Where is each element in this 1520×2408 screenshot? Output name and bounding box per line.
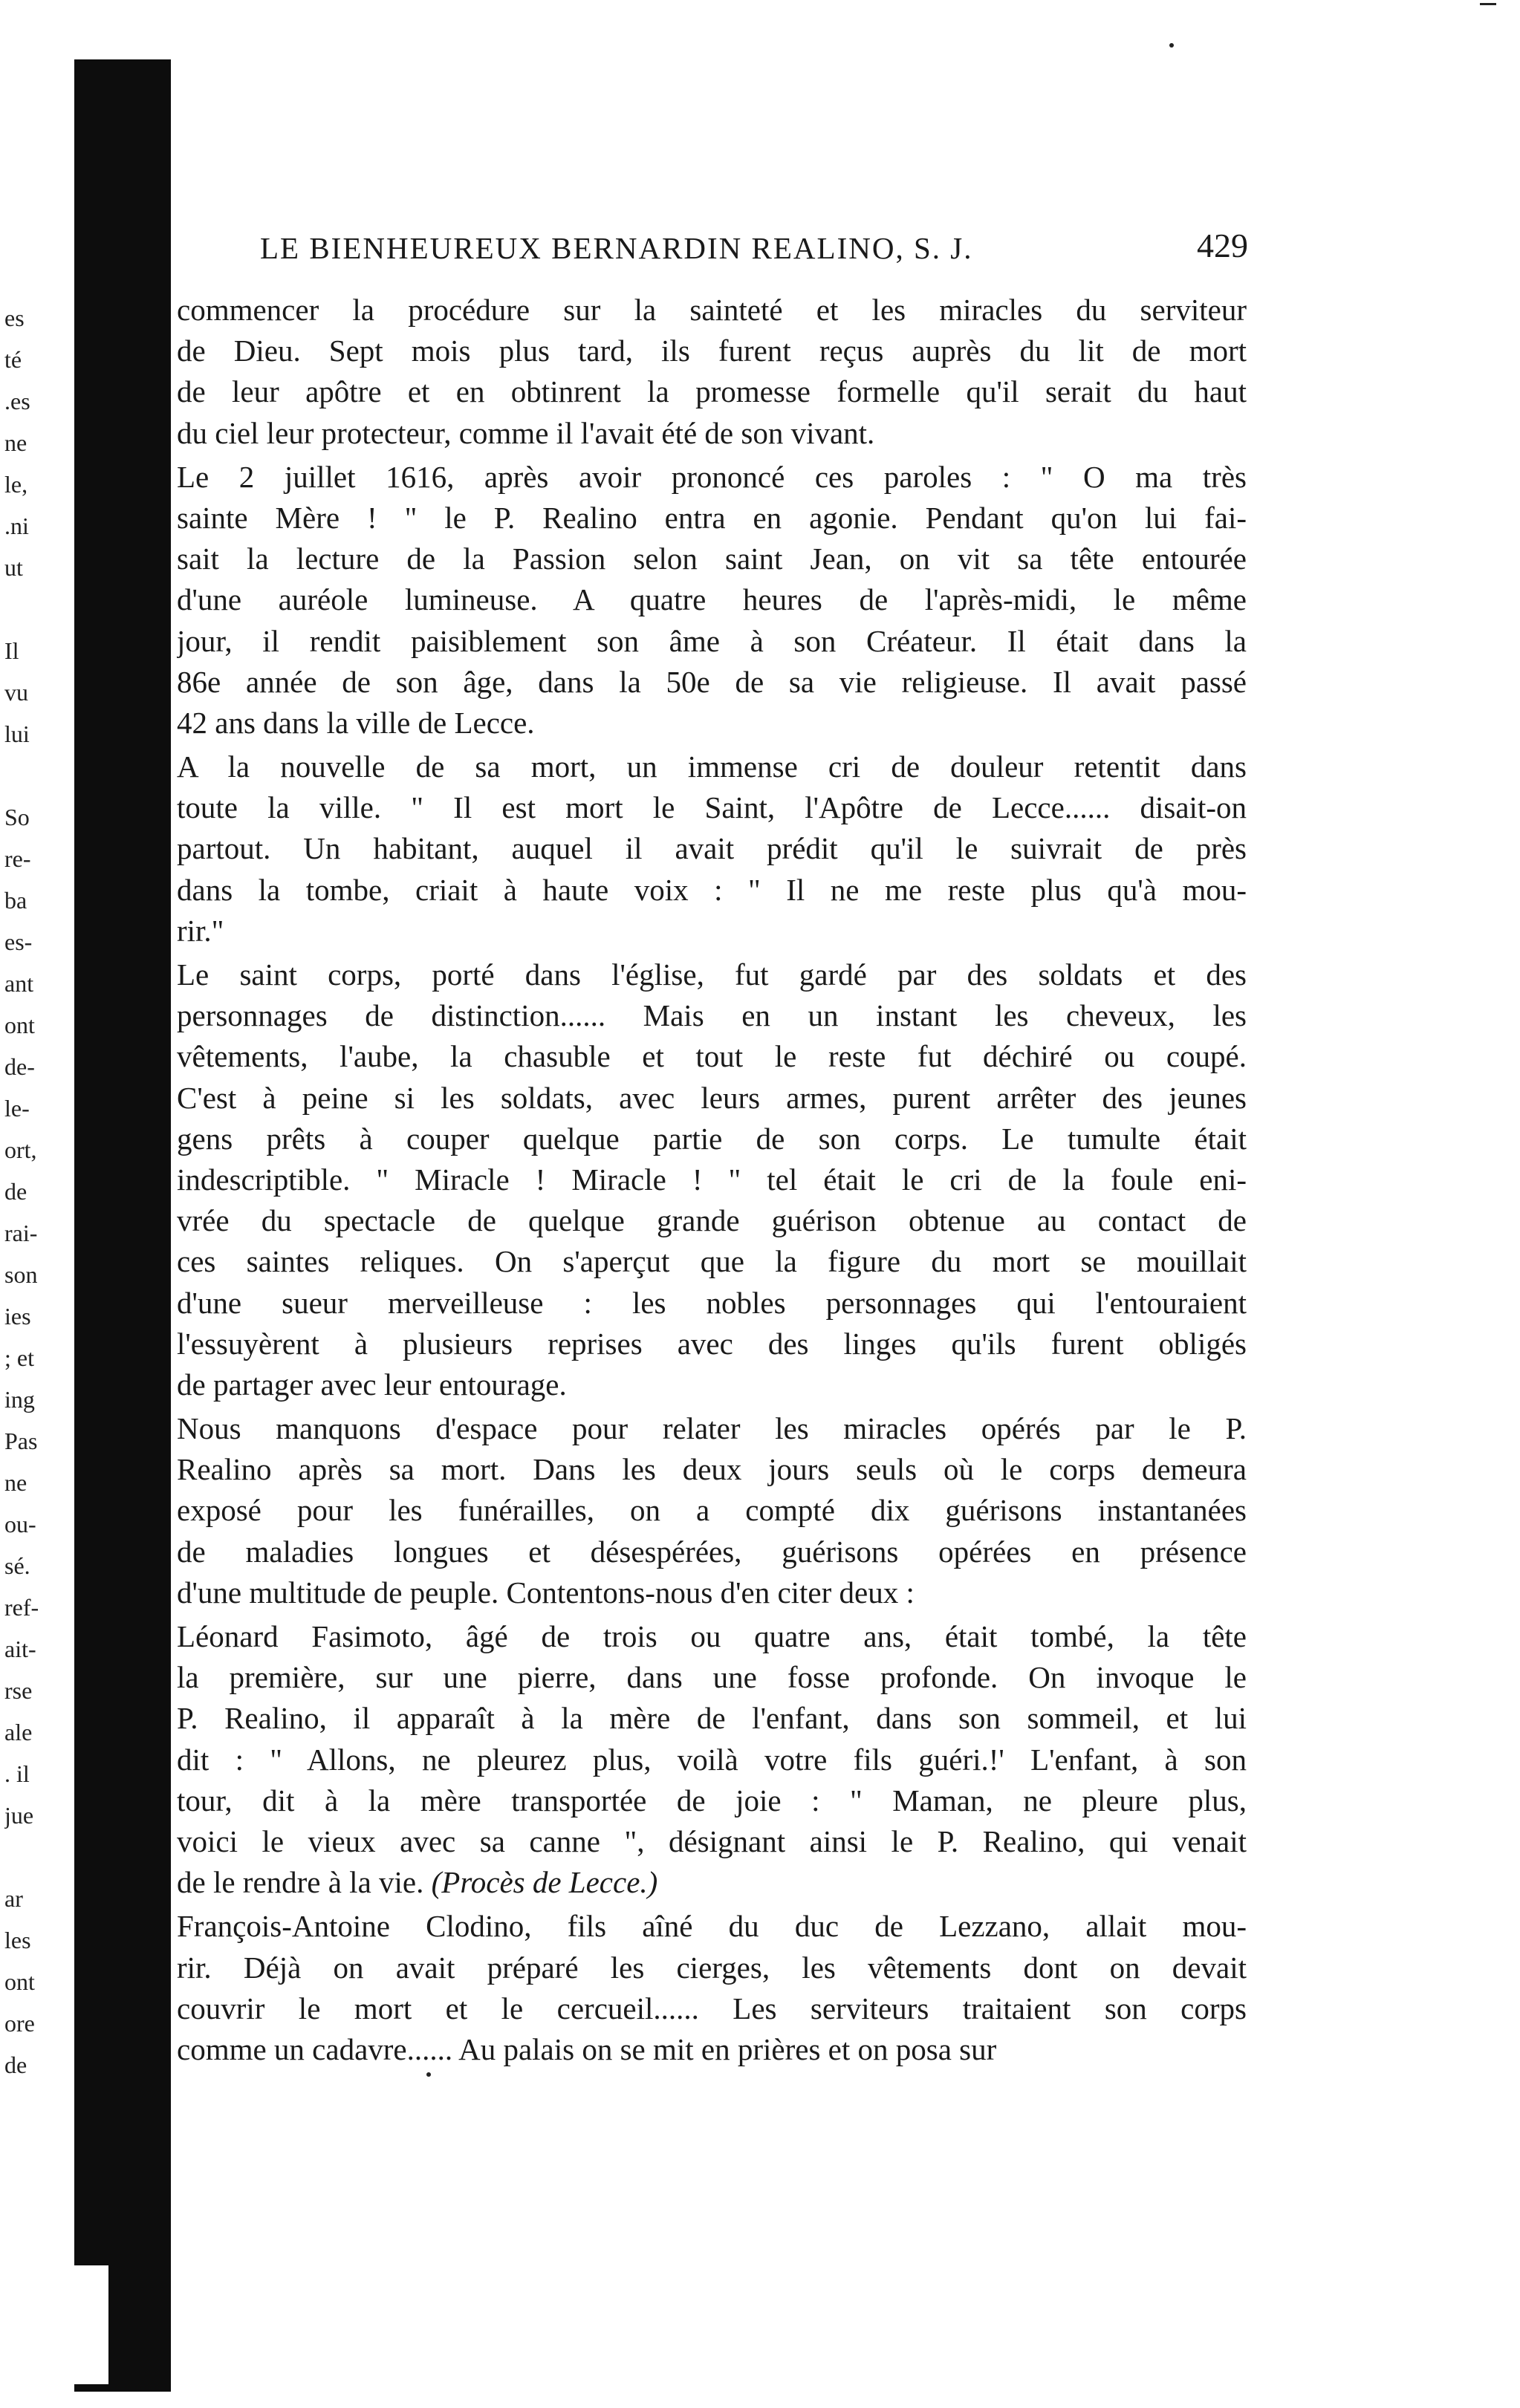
line-text: partout. Un habitant, auquel il avait prédit qu'il le suivrait de près [177, 831, 1247, 866]
line-text: la première, sur une pierre, dans une fosse profonde. On invoque le [177, 1660, 1247, 1695]
line-text: rir." [177, 913, 224, 948]
paragraph [177, 290, 1247, 454]
text-line [177, 331, 1247, 371]
gutter-fragment: .ni [4, 512, 29, 539]
text-line [177, 703, 1247, 743]
text-line [177, 787, 1247, 828]
line-text: dit : " Allons, ne pleurez plus, voilà votre fils guéri.!' L'enfant, à son [177, 1742, 1247, 1777]
text-line [177, 621, 1247, 662]
speck [1169, 43, 1174, 48]
running-title: LE BIENHEUREUX BERNARDIN REALINO, S. J. [260, 231, 973, 265]
text-line [177, 1036, 1247, 1077]
text-line [177, 1449, 1247, 1490]
text-line [177, 579, 1247, 620]
gutter-fragment: ut [4, 554, 23, 581]
text-line [177, 538, 1247, 579]
gutter-fragment: ing [4, 1386, 35, 1413]
gutter-fragment: .es [4, 388, 30, 414]
text-line [177, 1241, 1247, 1282]
text-line [177, 1862, 1247, 1903]
text-line [177, 1616, 1247, 1657]
text-line [177, 413, 1247, 454]
text-line [177, 290, 1247, 331]
speck-dash [1480, 3, 1496, 5]
gutter-fragment [4, 755, 71, 796]
line-text: gens prêts à couper quelque partie de son corps. Le tumulte était [177, 1121, 1247, 1156]
page-header [260, 227, 1248, 266]
paragraph [177, 746, 1247, 951]
gutter-fragment [4, 588, 71, 630]
text-line [177, 954, 1247, 995]
line-text: P. Realino, il apparaît à la mère de l'enfant, dans son sommeil, et lui [177, 1701, 1247, 1736]
gutter-fragment: de [4, 2051, 27, 2078]
line-text: exposé pour les funérailles, on a compté dix guérisons instantanées [177, 1493, 1247, 1528]
text-line [177, 1119, 1247, 1159]
line-text: A la nouvelle de sa mort, un immense cri de douleur retentit dans [177, 749, 1247, 784]
line-text: rir. Déjà on avait préparé les cierges, les vêtements dont on devait [177, 1950, 1247, 1985]
line-text: de Dieu. Sept mois plus tard, ils furent reçus auprès du lit de mort [177, 333, 1247, 368]
text-line [177, 1490, 1247, 1531]
gutter-fragment: ; et [4, 1344, 34, 1371]
text-line [177, 1364, 1247, 1405]
line-text: Nous manquons d'espace pour relater les miracles opérés par le P. [177, 1411, 1247, 1446]
text-line [177, 2029, 1247, 2070]
text-line [177, 1947, 1247, 1988]
gutter-fragment: ore [4, 2010, 35, 2037]
text-line [177, 1283, 1247, 1324]
line-text: Le 2 juillet 1616, après avoir prononcé ces paroles : " O ma très [177, 459, 1247, 494]
gutter-fragment: ne [4, 429, 27, 456]
line-text: comme un cadavre...... Au palais on se mit en prières et on posa sur [177, 2031, 997, 2066]
line-text: Realino après sa mort. Dans les deux jours seuls où le corps demeura [177, 1452, 1247, 1487]
gutter-fragment [4, 1836, 71, 1878]
body-text [177, 290, 1247, 2070]
line-text: jour, il rendit paisiblement son âme à son Créateur. Il était dans la [177, 623, 1247, 658]
gutter-fragment: ait- [4, 1636, 36, 1662]
gutter-fragment: rse [4, 1677, 33, 1704]
text-line [177, 1988, 1247, 2029]
line-text: de le rendre à la vie. [177, 1865, 424, 1900]
line-text: vrée du spectacle de quelque grande guérison obtenue au contact de [177, 1203, 1247, 1238]
line-text: vêtements, l'aube, la chasuble et tout le reste fut déchiré ou coupé. [177, 1039, 1247, 1074]
text-line [177, 1657, 1247, 1698]
gutter-fragment: de [4, 1178, 27, 1205]
line-text: 86e année de son âge, dans la 50e de sa vie religieuse. Il avait passé [177, 664, 1247, 699]
line-text: sainte Mère ! " le P. Realino entra en agonie. Pendant qu'on lui fai- [177, 500, 1247, 535]
line-text: Le saint corps, porté dans l'église, fut gardé par des soldats et des [177, 957, 1247, 992]
paragraph [177, 457, 1247, 743]
line-text: l'essuyèrent à plusieurs reprises avec des linges qu'ils furent obligés [177, 1326, 1247, 1361]
page-number: 429 [1197, 227, 1248, 264]
text-line [177, 498, 1247, 538]
gutter-fragment: té [4, 346, 22, 373]
line-text: couvrir le mort et le cercueil...... Les serviteurs traitaient son corps [177, 1991, 1247, 2025]
adjacent-page-margin [4, 297, 71, 2086]
text-line [177, 1408, 1247, 1449]
line-text: de partager avec leur entourage. [177, 1367, 567, 1402]
line-text: de leur apôtre et en obtinrent la promesse formelle qu'il serait du haut [177, 374, 1247, 409]
gutter-fragment: ont [4, 1968, 35, 1995]
text-line [177, 1698, 1247, 1739]
gutter-fragment: les [4, 1927, 31, 1953]
line-text: Léonard Fasimoto, âgé de trois ou quatre ans, était tombé, la tête [177, 1619, 1247, 1653]
line-text: sait la lecture de la Passion selon saint Jean, on vit sa tête entourée [177, 541, 1247, 576]
line-text: 42 ans dans la ville de Lecce. [177, 705, 535, 740]
line-text: d'une auréole lumineuse. A quatre heures de l'après-midi, le même [177, 582, 1247, 617]
line-text: toute la ville. " Il est mort le Saint, l'Apôtre de Lecce...... disait-on [177, 790, 1247, 825]
text-line [177, 1159, 1247, 1200]
line-text: dans la tombe, criait à haute voix : " Il ne me reste plus qu'à mou- [177, 872, 1247, 907]
line-text: personnages de distinction...... Mais en un instant les cheveux, les [177, 998, 1247, 1033]
paragraph [177, 954, 1247, 1405]
gutter-fragment: Il [4, 637, 19, 664]
binding-shadow [74, 59, 171, 2392]
line-text: ces saintes reliques. On s'aperçut que la figure du mort se mouillait [177, 1244, 1247, 1279]
gutter-fragment: es- [4, 928, 33, 955]
text-line [177, 746, 1247, 787]
gutter-fragment: ale [4, 1719, 33, 1745]
gutter-fragment: son [4, 1261, 38, 1288]
text-line [177, 1740, 1247, 1780]
line-text: d'une sueur merveilleuse : les nobles personnages qui l'entouraient [177, 1285, 1247, 1320]
line-text: indescriptible. " Miracle ! Miracle ! " tel était le cri de la foule eni- [177, 1162, 1247, 1197]
text-line [177, 1200, 1247, 1241]
line-text: C'est à peine si les soldats, avec leurs armes, purent arrêter des jeunes [177, 1080, 1247, 1115]
gutter-fragment: ont [4, 1012, 35, 1038]
paragraph [177, 1906, 1247, 2070]
text-line [177, 457, 1247, 498]
gutter-fragment: le- [4, 1095, 30, 1122]
text-line [177, 911, 1247, 951]
gutter-fragment: sé. [4, 1552, 30, 1579]
line-text: voici le vieux avec sa canne ", désignant ainsi le P. Realino, qui venait [177, 1823, 1247, 1858]
text-line [177, 1324, 1247, 1364]
text-line [177, 870, 1247, 911]
gutter-fragment: vu [4, 679, 28, 706]
gutter-fragment: le, [4, 471, 28, 498]
source-citation: (Procès de Lecce.) [431, 1865, 658, 1900]
gutter-fragment: rai- [4, 1220, 38, 1246]
text-line [177, 662, 1247, 703]
gutter-fragment: ou- [4, 1511, 36, 1537]
text-line [177, 1078, 1247, 1119]
gutter-fragment: re- [4, 845, 31, 872]
text-line [177, 1572, 1247, 1613]
gutter-fragment: lui [4, 720, 30, 747]
text-line [177, 828, 1247, 869]
paragraph [177, 1408, 1247, 1613]
speck [426, 2072, 431, 2077]
gutter-fragment: ort, [4, 1136, 37, 1163]
gutter-fragment: So [4, 804, 30, 830]
line-text: du ciel leur protecteur, comme il l'avait été de son vivant. [177, 415, 875, 450]
line-text: d'une multitude de peuple. Contentons-nous d'en citer deux : [177, 1575, 915, 1610]
gutter-fragment: ref- [4, 1594, 39, 1621]
text-line [177, 1821, 1247, 1862]
gutter-fragment: ies [4, 1303, 31, 1330]
gutter-fragment: de- [4, 1053, 35, 1080]
gutter-fragment: ar [4, 1885, 23, 1912]
gutter-fragment: jue [4, 1802, 34, 1829]
text-line [177, 1906, 1247, 1947]
gutter-fragment: Pas [4, 1428, 38, 1454]
line-text: de maladies longues et désespérées, guérisons opérées en présence [177, 1534, 1247, 1569]
gutter-fragment: ba [4, 887, 27, 914]
text-line [177, 371, 1247, 412]
text-line [177, 1532, 1247, 1572]
line-text: tour, dit à la mère transportée de joie : " Maman, ne pleure plus, [177, 1783, 1247, 1818]
gutter-fragment: ant [4, 970, 34, 997]
line-text: commencer la procédure sur la sainteté et les miracles du serviteur [177, 293, 1247, 327]
binding-notch [71, 2265, 108, 2384]
text-line [177, 1780, 1247, 1821]
line-text: François-Antoine Clodino, fils aîné du duc de Lezzano, allait mou- [177, 1909, 1247, 1944]
gutter-fragment: ne [4, 1469, 27, 1496]
text-line [177, 995, 1247, 1036]
paragraph [177, 1616, 1247, 1903]
gutter-fragment: . il [4, 1760, 30, 1787]
gutter-fragment: es [4, 305, 25, 331]
